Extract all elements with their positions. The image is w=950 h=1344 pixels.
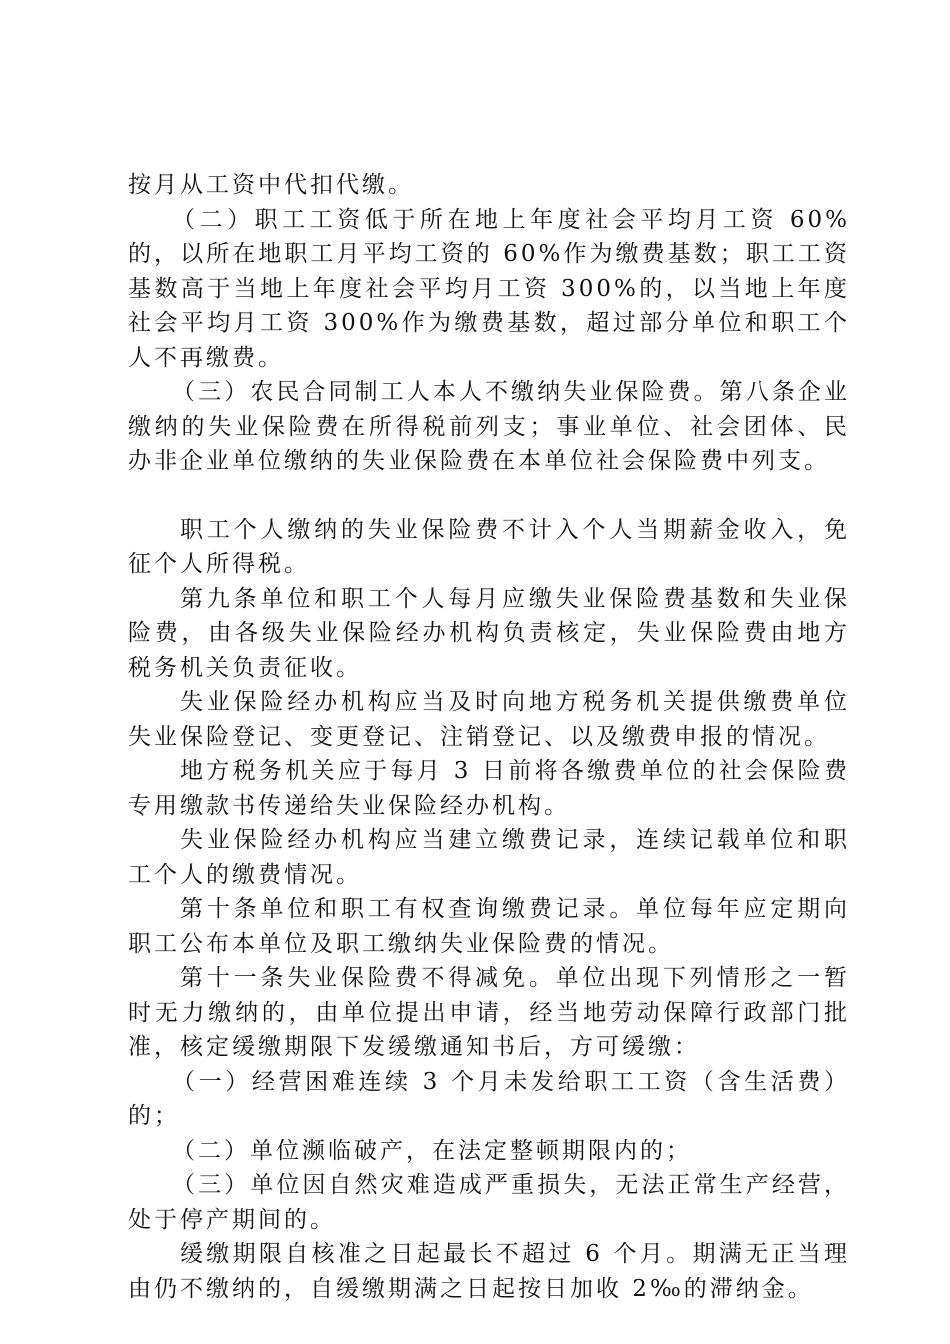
document-body [128,168,850,1306]
paragraph-agency-reporting: 失业保险经办机构应当及时向地方税务机关提供缴费单位失业保险登记、变更登记、注销登记、以及缴费申报的情况。 [128,689,850,750]
paragraph-deferral-limit: 缓缴期限自核准之日起最长不超过 6 个月。期满无正当理由仍不缴纳的，自缓缴期满之日起按日加收 2‰的滞纳金。 [128,1241,850,1302]
paragraph-article-9: 第九条单位和职工个人每月应缴失业保险费基数和失业保险费，由各级失业保险经办机构负责核定，失业保险费由地方税务机关负责征收。 [128,585,850,681]
paragraph-item-3: （三）农民合同制工人本人不缴纳失业保险费。第八条企业缴纳的失业保险费在所得税前列支；事业单位、社会团体、民办非企业单位缴纳的失业保险费在本单位社会保险费中列支。 [128,379,850,474]
paragraph-article-10: 第十条单位和职工有权查询缴费记录。单位每年应定期向职工公布本单位及职工缴纳失业保险费的情况。 [128,896,850,957]
paragraph-condition-1: （一）经营困难连续 3 个月未发给职工工资（含生活费）的； [128,1068,850,1129]
paragraph-payment-records: 失业保险经办机构应当建立缴费记录，连续记载单位和职工个人的缴费情况。 [128,827,850,888]
paragraph-item-2: （二）职工工资低于所在地上年度社会平均月工资 60%的，以所在地职工月平均工资的 60%作为缴费基数；职工工资基数高于当地上年度社会平均月工资 300%的，以当地上年度社会平均月工资 300%作为缴费基数，超过部分单位和职工个人不再缴费。 [128,206,850,371]
paragraph-article-11: 第十一条失业保险费不得减免。单位出现下列情形之一暂时无力缴纳的，由单位提出申请，经当地劳动保障行政部门批准，核定缓缴期限下发缓缴通知书后，方可缓缴： [128,965,850,1060]
paragraph-condition-2: （二）单位濒临破产，在法定整顿期限内的； [172,1137,692,1164]
paragraph-condition-3: （三）单位因自然灾难造成严重损失，无法正常生产经营，处于停产期间的。 [128,1172,850,1233]
paragraph-continuation: 按月从工资中代扣代缴。 [128,172,414,198]
paragraph-tax-exemption: 职工个人缴纳的失业保险费不计入个人当期薪金收入，免征个人所得税。 [128,516,850,577]
paragraph-tax-authority: 地方税务机关应于每月 3 日前将各缴费单位的社会保险费专用缴款书传递给失业保险经办机构。 [128,758,850,819]
